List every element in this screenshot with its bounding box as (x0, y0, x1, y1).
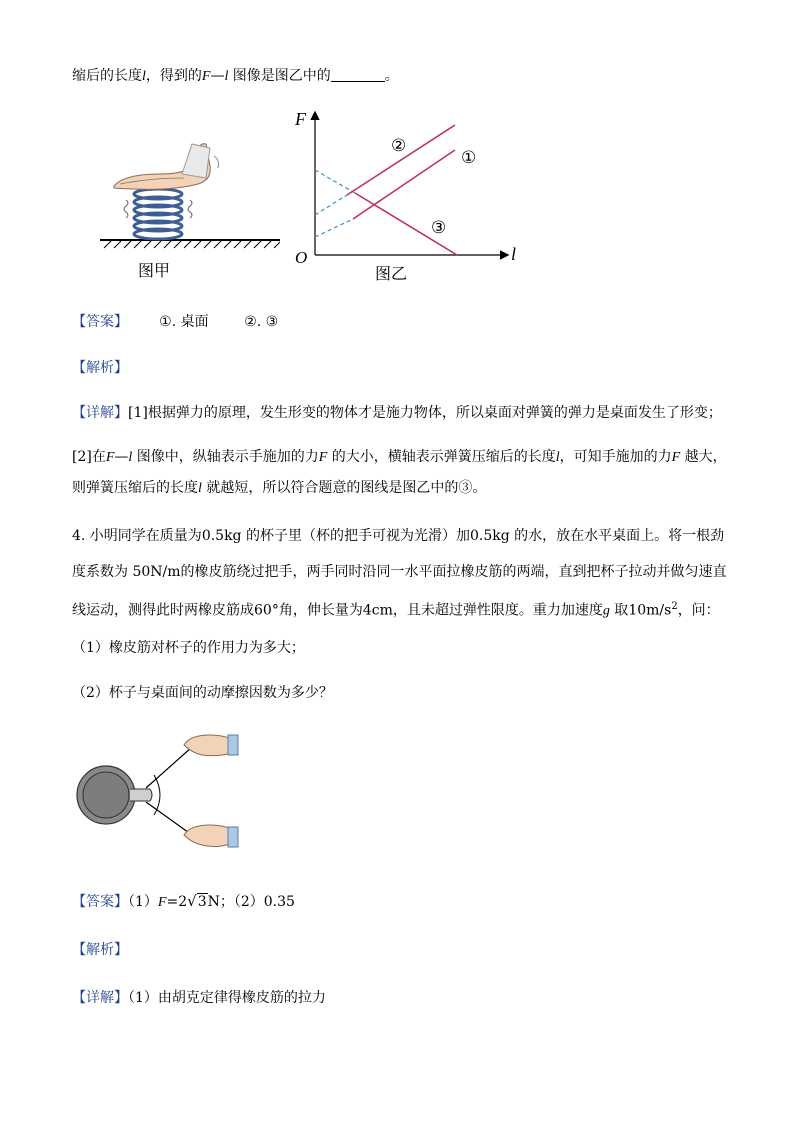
upper-hand (184, 735, 238, 756)
q4-answer: 【答案】（1）F=2√3N；（2）0.35 (72, 892, 295, 910)
f-l-graph (285, 105, 530, 270)
figure-yi (285, 105, 530, 290)
hand-spring-illustration (100, 140, 280, 250)
cup-figure (72, 725, 242, 865)
q4-analysis-tag: 【解析】 (72, 942, 128, 958)
figure-jia-caption: 图甲 (138, 261, 171, 280)
line-1-dashed (315, 219, 353, 237)
y-axis-label: F (295, 109, 306, 129)
q4-line-1: 4. 小明同学在质量为0.5kg 的杯子里（杯的把手可视为光滑）加0.5kg 的水，放在水平桌面上。将一根劲 (72, 528, 725, 544)
q3-answer: 【答案】 ①. 桌面 ②. ③ (72, 314, 279, 330)
line-2-label: ② (391, 136, 407, 156)
answer-blank (331, 67, 385, 82)
q4-sub-2: （2）杯子与桌面间的动摩擦因数为多少？ (72, 685, 333, 701)
line-3-dashed (315, 170, 355, 193)
figure-yi-caption: 图乙 (375, 264, 408, 283)
line-1 (353, 150, 455, 219)
q4-line-3: 线运动，测得此时两橡皮筋成60°角，伸长量为4cm，且未超过弹性限度。重力加速度g 取$10m/s^2$，问： (72, 601, 720, 619)
answer-tag: 【答案】 (72, 314, 128, 330)
line-2-dashed (315, 195, 347, 215)
q3-analysis-tag: 【解析】 (72, 360, 128, 376)
lower-hand (184, 825, 238, 847)
line-1-label: ① (461, 148, 477, 168)
cup-rubber-band-illustration (72, 725, 242, 865)
q3-question-tail: 缩后的长度l，得到的F—l 图像是图乙中的 。 (72, 68, 399, 84)
q4-detail: 【详解】（1）由胡克定律得橡皮筋的拉力 (72, 990, 326, 1006)
q3-detail-p3: 则弹簧压缩后的长度l 就越短，所以符合题意的图线是图乙中的③。 (72, 480, 487, 496)
origin-label: O (295, 248, 308, 267)
q3-detail-p2: [2]在F—l 图像中，纵轴表示手施加的力F 的大小，横轴表示弹簧压缩后的长度l，可知手施加的力F 越大， (72, 449, 727, 465)
figure-jia (100, 140, 280, 290)
q3-detail-p1: 【详解】[1]根据弹力的原理，发生形变的物体才是施力物体，所以桌面对弹簧的弹力是桌面发生了形变； (72, 405, 722, 421)
q4-sub-1: （1）橡皮筋对杯子的作用力为多大； (72, 640, 305, 656)
line-3-label: ③ (431, 218, 447, 238)
q4-line-2: 度系数为 50N/m的橡皮筋绕过把手，两手同时沿同一水平面拉橡皮筋的两端，直到把杯子拉动并做匀速直 (72, 564, 727, 580)
x-axis-label: l (511, 244, 517, 264)
